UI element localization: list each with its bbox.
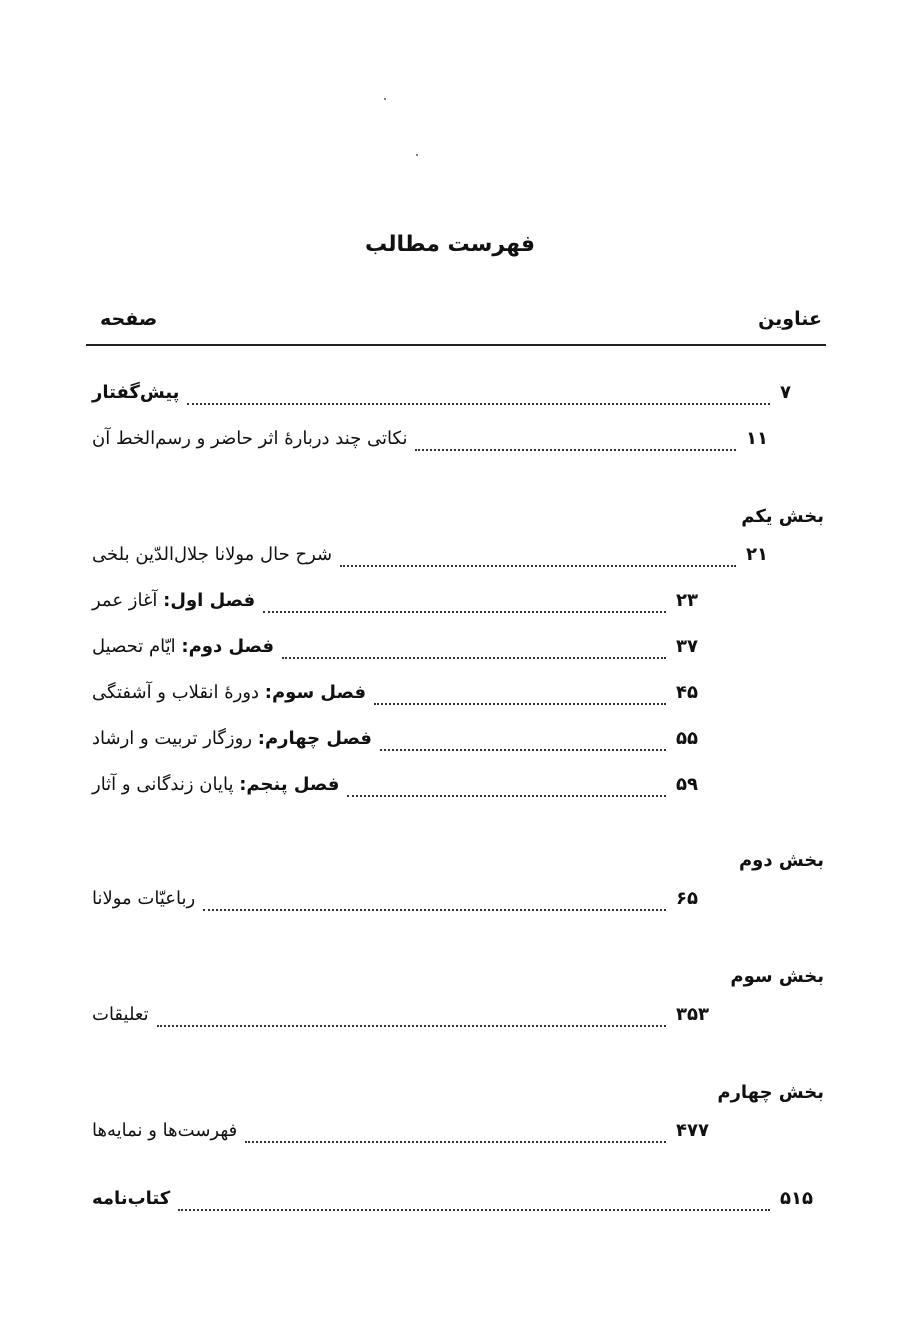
dot-leader <box>203 895 666 911</box>
entry-title <box>92 728 372 749</box>
entry-page: ۵۵ <box>676 728 698 749</box>
entry-title: شرح حال مولانا جلال‌الدّین بلخی <box>92 544 333 565</box>
toc-entry-bibliography[interactable] <box>92 1188 824 1218</box>
toc-entry-preface[interactable] <box>92 382 824 412</box>
toc-entry-chapter-3[interactable] <box>92 682 720 712</box>
chapter-label: فصل پنجم: <box>239 774 340 795</box>
entry-title: رباعیّات مولانا <box>92 888 196 909</box>
entry-title <box>92 774 339 795</box>
chapter-title: پایان زندگانی و آثار <box>92 774 240 795</box>
entry-page: ۲۳ <box>676 590 698 611</box>
column-header-page: صفحه <box>100 308 158 330</box>
speck <box>384 98 386 100</box>
entry-page: ۲۱ <box>746 544 768 565</box>
entry-title: نکاتی چند دربارهٔ اثر حاضر و رسم‌الخط آن <box>92 428 408 449</box>
chapter-label: فصل اول: <box>163 590 256 611</box>
chapter-label: فصل دوم: <box>181 636 275 657</box>
toc-entry-chapter-5[interactable] <box>92 774 720 804</box>
dot-leader <box>263 597 666 613</box>
dot-leader <box>380 735 666 751</box>
toc-entry-quatrains[interactable] <box>92 888 720 918</box>
chapter-title: آغاز عمر <box>92 590 164 611</box>
entry-page: ۵۱۵ <box>780 1188 813 1209</box>
dot-leader <box>282 643 666 659</box>
header-divider <box>86 344 826 346</box>
dot-leader <box>415 435 736 451</box>
entry-page: ۴۵ <box>676 682 698 703</box>
dot-leader <box>245 1127 666 1143</box>
toc-entry-indexes[interactable] <box>92 1120 720 1150</box>
entry-page: ۷ <box>780 382 791 403</box>
column-header-titles: عناوین <box>758 308 822 330</box>
entry-title <box>92 590 255 611</box>
entry-title: تعلیقات <box>92 1004 149 1025</box>
entry-page: ۳۵۳ <box>676 1004 709 1025</box>
entry-page: ۴۷۷ <box>676 1120 709 1141</box>
entry-title <box>92 682 366 703</box>
speck <box>416 154 418 156</box>
dot-leader <box>157 1011 666 1027</box>
toc-entry-annotations[interactable] <box>92 1004 720 1034</box>
dot-leader <box>187 389 770 405</box>
entry-page: ۱۱ <box>746 428 768 449</box>
toc-entry-chapter-2[interactable] <box>92 636 720 666</box>
dot-leader <box>347 781 666 797</box>
section-heading-part1: بخش یکم <box>741 506 824 527</box>
entry-title: پیش‌گفتار <box>92 382 180 403</box>
toc-entry-chapter-1[interactable] <box>92 590 720 620</box>
chapter-title: ایّام تحصیل <box>92 636 182 657</box>
chapter-title: روزگار تربیت و ارشاد <box>92 728 258 749</box>
entry-page: ۵۹ <box>676 774 698 795</box>
entry-title <box>92 636 274 657</box>
section-heading-part2: بخش دوم <box>738 850 824 871</box>
toc-entry-chapter-4[interactable] <box>92 728 720 758</box>
toc-entry-bio[interactable] <box>92 544 790 574</box>
chapter-title: دورهٔ انقلاب و آشفتگی <box>92 682 265 703</box>
toc-entry-notes[interactable] <box>92 428 790 458</box>
dot-leader <box>340 551 736 567</box>
entry-title: فهرست‌ها و نمایه‌ها <box>92 1120 238 1141</box>
chapter-label: فصل سوم: <box>264 682 367 703</box>
chapter-label: فصل چهارم: <box>257 728 372 749</box>
section-heading-part4: بخش چهارم <box>717 1082 824 1103</box>
section-heading-part3: بخش سوم <box>730 966 824 987</box>
dot-leader <box>178 1195 770 1211</box>
entry-page: ۶۵ <box>676 888 698 909</box>
page-title: فهرست مطالب <box>364 232 536 257</box>
entry-title: کتاب‌نامه <box>92 1188 171 1209</box>
entry-page: ۳۷ <box>676 636 698 657</box>
dot-leader <box>374 689 666 705</box>
